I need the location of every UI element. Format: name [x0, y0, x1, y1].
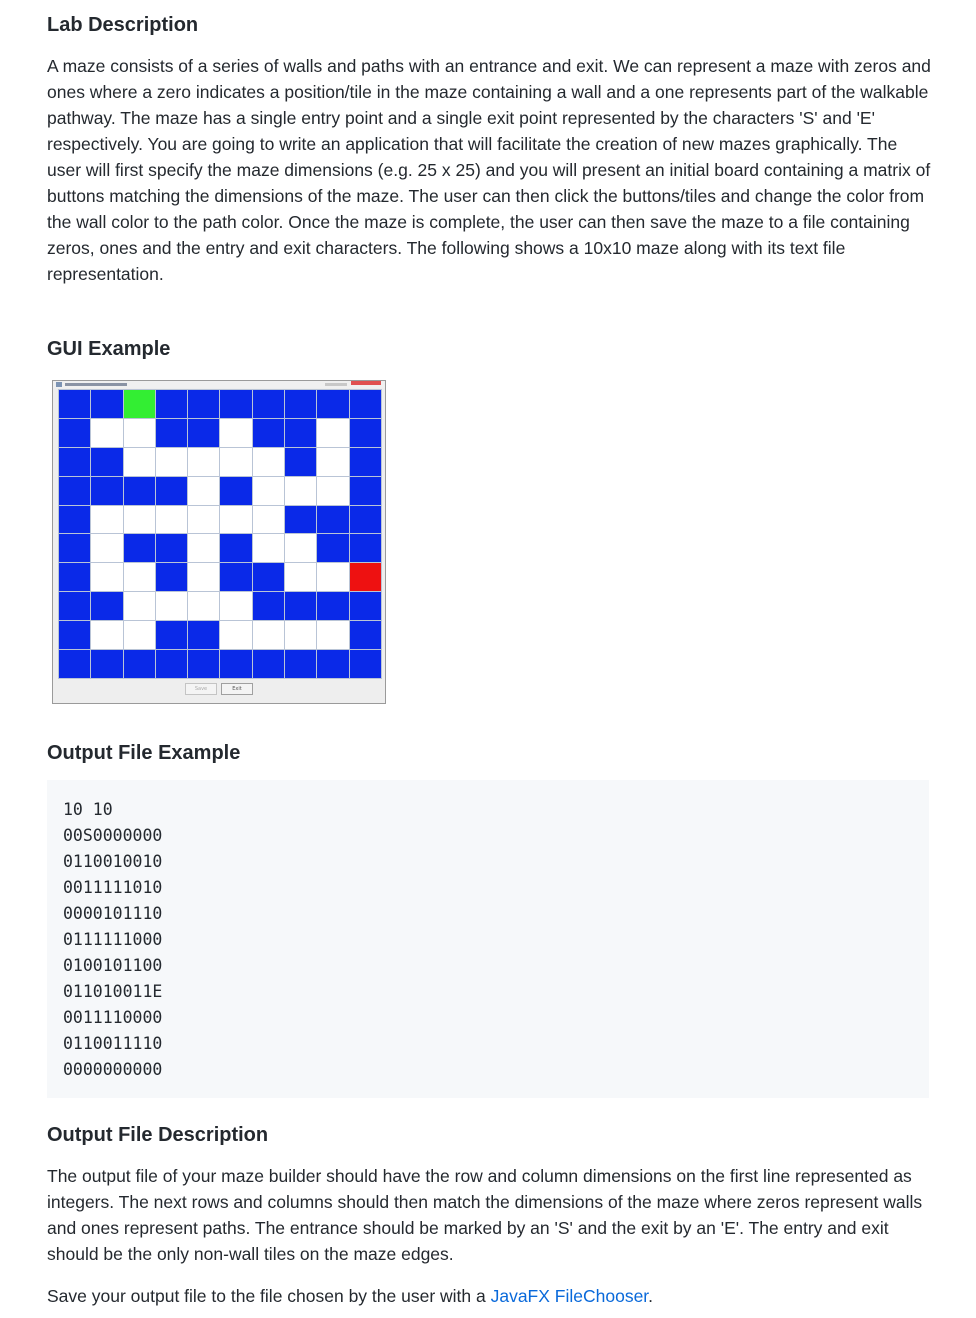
maze-tile: [91, 448, 122, 476]
maze-tile: [59, 563, 90, 591]
maze-tile: [156, 419, 187, 447]
maze-tile: [253, 621, 284, 649]
maze-tile: [317, 621, 348, 649]
close-icon: [351, 381, 381, 385]
heading-output-file-description: Output File Description: [47, 1124, 269, 1146]
maze-tile: [350, 592, 381, 620]
maze-tile: [253, 419, 284, 447]
maze-tile: [220, 563, 251, 591]
maze-tile: [350, 448, 381, 476]
maze-tile: [285, 390, 316, 418]
heading-output-file-example: Output File Example: [47, 742, 241, 764]
maze-exit-tile: [350, 563, 381, 591]
window-title-icon: [65, 383, 127, 386]
maze-tile: [317, 390, 348, 418]
app-icon: [56, 382, 62, 387]
maze-tile: [124, 448, 155, 476]
output-file-description-paragraph: The output file of your maze builder should have the row and column dimensions on the first line represented as integers. The next rows and columns should then match the dimensions of the maze where zeros represent walls and ones represent paths. The entrance should be marked by an 'S' and the exit by an 'E'. The entry and exit should be the only non-wall tiles on the maze edges.: [47, 1166, 923, 1264]
maze-tile: [156, 477, 187, 505]
maze-tile: [156, 506, 187, 534]
maze-tile: [124, 534, 155, 562]
code-line: 0011110000: [63, 1008, 163, 1027]
code-line: 0110010010: [63, 852, 163, 871]
window-controls-icon: [325, 383, 347, 386]
maze-tile: [253, 506, 284, 534]
maze-tile: [317, 477, 348, 505]
code-line: 00S0000000: [63, 826, 163, 845]
maze-tile: [91, 563, 122, 591]
maze-tile: [253, 390, 284, 418]
maze-tile: [59, 621, 90, 649]
maze-tile: [91, 477, 122, 505]
maze-tile: [124, 592, 155, 620]
maze-tile: [188, 390, 219, 418]
maze-tile: [285, 534, 316, 562]
code-line: 0000000000: [63, 1060, 163, 1079]
gui-button-bar: [53, 683, 385, 699]
code-line: 0000101110: [63, 904, 163, 923]
maze-tile: [59, 650, 90, 678]
maze-tile: [188, 650, 219, 678]
maze-tile: [124, 621, 155, 649]
maze-tile: [188, 592, 219, 620]
gui-save-button: Save: [185, 683, 217, 695]
window-titlebar: [53, 381, 385, 388]
maze-tile: [220, 448, 251, 476]
maze-tile: [91, 534, 122, 562]
maze-tile: [188, 506, 219, 534]
maze-tile: [317, 419, 348, 447]
maze-tile: [253, 650, 284, 678]
maze-tile: [220, 592, 251, 620]
code-line: 0011111010: [63, 878, 163, 897]
maze-tile: [317, 650, 348, 678]
maze-tile: [156, 621, 187, 649]
maze-tile: [59, 534, 90, 562]
maze-tile: [253, 448, 284, 476]
output-file-code-block: [47, 780, 929, 1098]
maze-tile: [59, 448, 90, 476]
maze-tile: [156, 592, 187, 620]
maze-tile: [124, 650, 155, 678]
maze-tile: [317, 592, 348, 620]
maze-tile: [350, 419, 381, 447]
javafx-filechooser-link[interactable]: JavaFX FileChooser: [490, 1286, 649, 1306]
maze-tile: [253, 563, 284, 591]
maze-entry-tile: [124, 390, 155, 418]
maze-tile: [59, 506, 90, 534]
code-line: 10 10: [63, 800, 113, 819]
maze-tile: [220, 650, 251, 678]
maze-tile: [317, 506, 348, 534]
maze-tile: [350, 650, 381, 678]
heading-gui-example: GUI Example: [47, 338, 171, 360]
maze-tile: [59, 390, 90, 418]
maze-tile: [91, 390, 122, 418]
maze-tile: [253, 592, 284, 620]
maze-tile: [285, 650, 316, 678]
maze-tile: [91, 506, 122, 534]
maze-tile: [220, 390, 251, 418]
maze-tile: [285, 477, 316, 505]
maze-tile: [188, 419, 219, 447]
maze-tile: [188, 534, 219, 562]
maze-tile: [156, 563, 187, 591]
maze-tile: [156, 448, 187, 476]
maze-tile: [285, 592, 316, 620]
maze-tile: [220, 621, 251, 649]
maze-tile: [350, 534, 381, 562]
maze-tile: [350, 477, 381, 505]
maze-tile: [91, 419, 122, 447]
maze-tile: [350, 506, 381, 534]
heading-lab-description: Lab Description: [47, 14, 199, 36]
maze-tile: [317, 534, 348, 562]
maze-tile: [285, 506, 316, 534]
maze-tile: [253, 477, 284, 505]
maze-tile: [220, 534, 251, 562]
maze-tile: [59, 592, 90, 620]
maze-tile: [188, 448, 219, 476]
maze-tile: [91, 621, 122, 649]
maze-tile: [188, 477, 219, 505]
save-instruction-period: .: [648, 1286, 654, 1306]
maze-tile: [188, 563, 219, 591]
gui-exit-button: Exit: [221, 683, 253, 695]
maze-tile: [253, 534, 284, 562]
maze-tile: [59, 477, 90, 505]
maze-tile: [59, 419, 90, 447]
maze-tile: [124, 419, 155, 447]
maze-tile: [350, 621, 381, 649]
maze-tile: [156, 650, 187, 678]
save-instruction-text: Save your output file to the file chosen by the user with a: [47, 1286, 491, 1306]
save-instruction-paragraph: [47, 1283, 931, 1309]
maze-tile: [285, 419, 316, 447]
maze-tile: [124, 563, 155, 591]
maze-tile: [91, 650, 122, 678]
gui-example-screenshot: [52, 380, 386, 704]
maze-tile: [156, 390, 187, 418]
maze-tile: [317, 563, 348, 591]
maze-tile: [220, 506, 251, 534]
maze-tile: [156, 534, 187, 562]
code-line: 0110011110: [63, 1034, 163, 1053]
maze-tile: [188, 621, 219, 649]
maze-tile: [91, 592, 122, 620]
maze-tile: [285, 563, 316, 591]
maze-tile: [124, 506, 155, 534]
lab-description-paragraph: A maze consists of a series of walls and paths with an entrance and exit. We can represent a maze with zeros and ones where a zero indicates a position/tile in the maze containing a wall and a one represents part of the walkable pathway. The maze has a single entry point and a single exit point represented by the characters 'S' and 'E' respectively. You are going to write an application that will facilitate the creation of new mazes graphically. The user will first specify the maze dimensions (e.g. 25 x 25) and you will present an initial board containing a matrix of buttons matching the dimensions of the maze. The user can then click the buttons/tiles and change the color from the wall color to the path color. Once the maze is complete, the user can then save the maze to a file containing zeros, ones and the entry and exit characters. The following shows a 10x10 maze along with its text file representation.: [47, 56, 931, 284]
maze-tile: [220, 477, 251, 505]
maze-tile: [350, 390, 381, 418]
maze-tile: [124, 477, 155, 505]
maze-grid: [58, 389, 382, 679]
code-line: 0100101100: [63, 956, 163, 975]
code-line: 011010011E: [63, 982, 163, 1001]
maze-tile: [317, 448, 348, 476]
maze-tile: [285, 448, 316, 476]
code-line: 0111111000: [63, 930, 163, 949]
maze-tile: [285, 621, 316, 649]
maze-tile: [220, 419, 251, 447]
